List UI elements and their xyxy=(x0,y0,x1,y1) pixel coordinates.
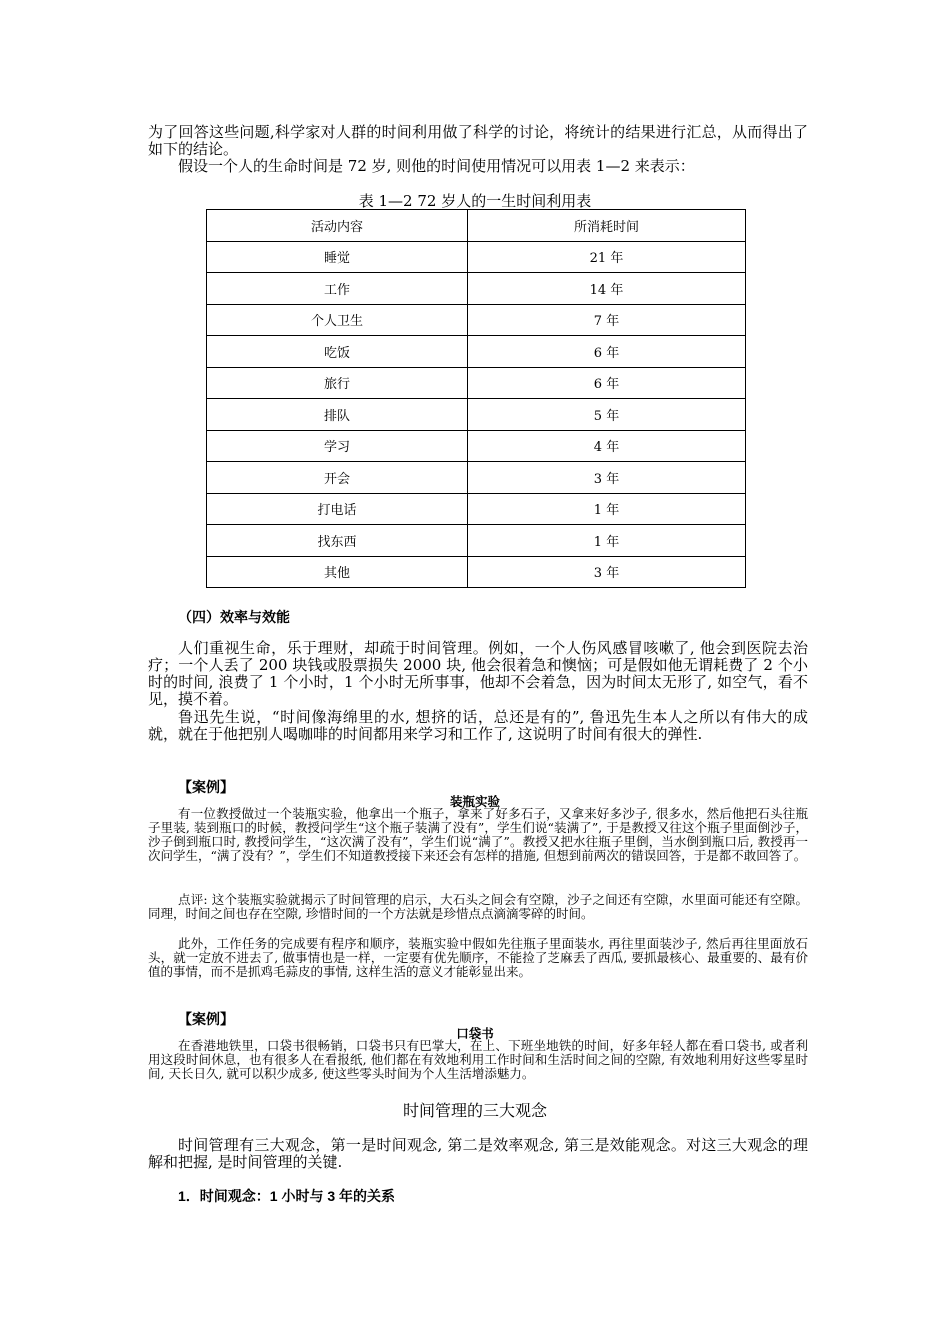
time-usage-table xyxy=(206,209,746,588)
time-cell: 21 年 xyxy=(468,241,746,273)
section-title-three-concepts: 时间管理的三大观念 xyxy=(402,1103,547,1120)
activity-cell: 旅行 xyxy=(207,367,468,399)
case1-paragraph-3: 此外，工作任务的完成要有程序和顺序，装瓶实验中假如先往瓶子里面装水, 再往里面装沙子, 然后再往里面放石头，就一定放不进去了, 做事情也是一样，一定要有优先顺序，不能捡了芝麻丢了西瓜, 要抓最核心、最重要的、最有价值的事情，而不是抓鸡毛蒜皮的事情, 这样生活的意义才能彰显出来。 xyxy=(148,936,808,979)
time-cell: 3 年 xyxy=(468,556,746,588)
activity-cell: 工作 xyxy=(207,273,468,305)
table-header-row xyxy=(207,210,746,242)
intro-paragraph-2: 假设一个人的生命时间是 72 岁, 则他的时间使用情况可以用表 1—2 来表示： xyxy=(178,157,695,175)
case-title-pocket-book: 口袋书 xyxy=(456,1027,494,1041)
case2-paragraph-1: 在香港地铁里，口袋书很畅销，口袋书只有巴掌大，在上、下班坐地铁的时间，好多年轻人都在看口袋书, 或者利用这段时间休息，也有很多人在看报纸, 他们都在有效地利用工作时间和生活时间之间的空隙, 有效地利用好这些零星时间, 天长日久, 就可以积少成多, 使这些零头时间为个人生活增添魅力。 xyxy=(148,1038,808,1081)
activity-cell: 个人卫生 xyxy=(207,304,468,336)
table-row xyxy=(207,273,746,305)
table-row xyxy=(207,430,746,462)
efficiency-paragraph-1: 人们重视生命，乐于理财，却疏于时间管理。例如，一个人伤风感冒咳嗽了, 他会到医院去治疗；一个人丢了 200 块钱或股票损失 2000 块, 他会很着急和懊恼；可是假如他无谓耗费了 2 个小时的时间, 浪费了 1 个小时，1 个小时无所事事，他却不会着急，因为时间太无形了, 如空气，看不见，摸不着。 xyxy=(148,639,808,708)
case1-paragraph-1: 有一位教授做过一个装瓶实验，他拿出一个瓶子，拿来了好多石子，又拿来好多沙子, 很多水，然后他把石头往瓶子里装, 装到瓶口的时候，教授问学生“这个瓶子装满了没有”，学生们说“装满了”, 于是教授又往这个瓶子里面倒沙子，沙子倒到瓶口时, 教授问学生，“这次满了没有”，学生们说“满了”。教授又把水往瓶子里倒，当水倒到瓶口后, 教授再一次问学生，“满了没有？”，学生们不知道教授接下来还会有怎样的措施, 但想到前两次的错误回答，于是都不敢回答了。 xyxy=(148,806,808,863)
table-row xyxy=(207,241,746,273)
table-row xyxy=(207,399,746,431)
header-activity: 活动内容 xyxy=(207,210,468,242)
activity-cell: 吃饭 xyxy=(207,336,468,368)
table-row xyxy=(207,462,746,494)
time-cell: 6 年 xyxy=(468,367,746,399)
efficiency-paragraph-2: 鲁迅先生说，“时间像海绵里的水, 想挤的话，总还是有的”, 鲁迅先生本人之所以有伟大的成就，就在于他把别人喝咖啡的时间都用来学习和工作了, 这说明了时间有很大的弹性. xyxy=(148,708,808,743)
section-heading-efficiency: （四）效率与效能 xyxy=(178,609,290,625)
activity-cell: 打电话 xyxy=(207,493,468,525)
concept-heading-time: 1．时间观念：1 小时与 3 年的关系 xyxy=(178,1188,396,1204)
time-cell: 6 年 xyxy=(468,336,746,368)
table-row xyxy=(207,493,746,525)
concepts-paragraph-1: 时间管理有三大观念，第一是时间观念, 第二是效率观念, 第三是效能观念。对这三大观念的理解和把握, 是时间管理的关键. xyxy=(148,1136,808,1171)
table-row xyxy=(207,304,746,336)
case-label-1: 【案例】 xyxy=(178,779,234,795)
table-row xyxy=(207,336,746,368)
table-row xyxy=(207,556,746,588)
case1-commentary: 点评: 这个装瓶实验就揭示了时间管理的启示，大石头之间会有空隙，沙子之间还有空隙，水里面可能还有空隙。同理，时间之间也存在空隙, 珍惜时间的一个方法就是珍惜点点滴滴零碎的时间。 xyxy=(148,892,808,921)
header-time-consumed: 所消耗时间 xyxy=(468,210,746,242)
time-usage-table-body xyxy=(207,210,746,588)
time-cell: 3 年 xyxy=(468,462,746,494)
activity-cell: 找东西 xyxy=(207,525,468,557)
case-title-bottle-experiment: 装瓶实验 xyxy=(449,795,500,809)
time-cell: 14 年 xyxy=(468,273,746,305)
table-row xyxy=(207,525,746,557)
intro-paragraph-1: 为了回答这些问题,科学家对人群的时间利用做了科学的讨论，将统计的结果进行汇总，从而得出了如下的结论。 xyxy=(148,123,808,158)
activity-cell: 开会 xyxy=(207,462,468,494)
case-label-2: 【案例】 xyxy=(178,1011,234,1027)
activity-cell: 睡觉 xyxy=(207,241,468,273)
time-cell: 1 年 xyxy=(468,493,746,525)
activity-cell: 其他 xyxy=(207,556,468,588)
time-cell: 7 年 xyxy=(468,304,746,336)
time-cell: 4 年 xyxy=(468,430,746,462)
table-row xyxy=(207,367,746,399)
activity-cell: 排队 xyxy=(207,399,468,431)
time-cell: 1 年 xyxy=(468,525,746,557)
time-cell: 5 年 xyxy=(468,399,746,431)
activity-cell: 学习 xyxy=(207,430,468,462)
table-caption: 表 1—2 72 岁人的一生时间利用表 xyxy=(358,192,592,210)
